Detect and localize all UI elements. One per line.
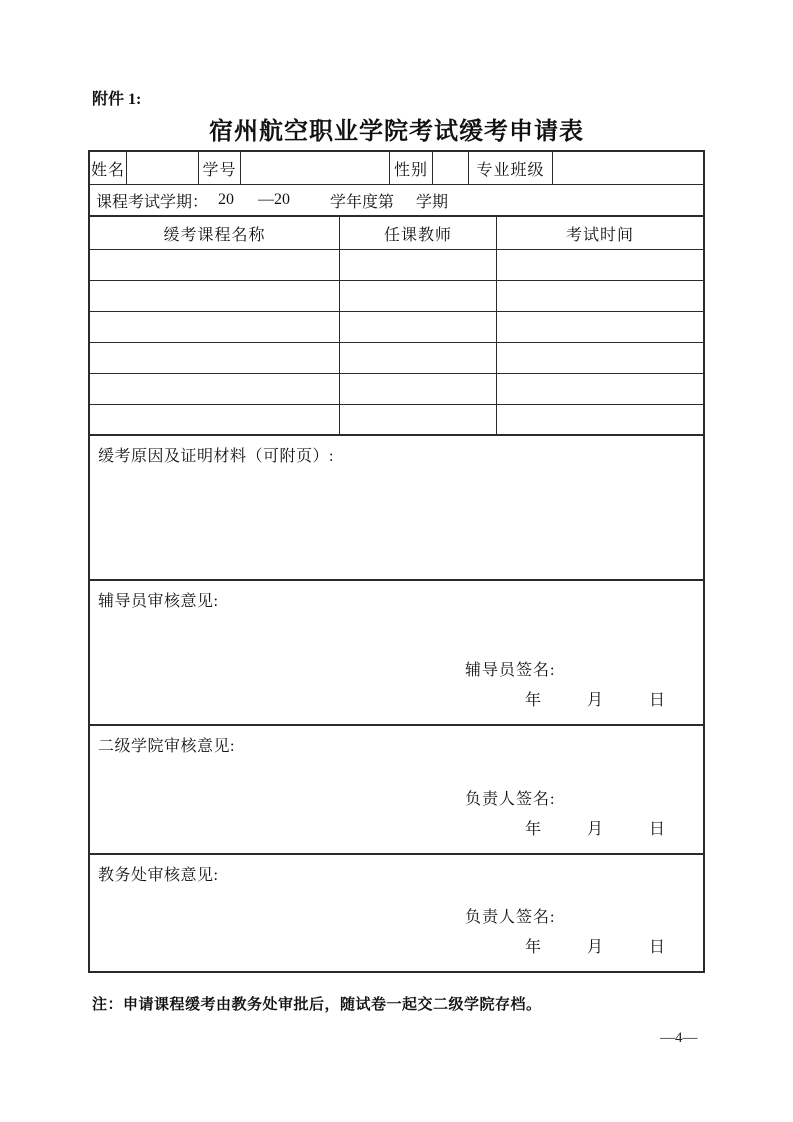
- day-label: 日: [649, 821, 666, 838]
- year-label: 年: [525, 692, 542, 709]
- teacher-cell: [340, 312, 497, 342]
- counselor-signature-label: 辅导员签名:: [465, 662, 556, 679]
- year-label: 年: [525, 939, 542, 956]
- course-name-header: 缓考课程名称: [90, 217, 340, 249]
- academic-affairs-opinion-label: 教务处审核意见:: [98, 867, 219, 884]
- semester-year-from: 20: [218, 191, 235, 208]
- teacher-cell: [340, 250, 497, 280]
- student-id-label: 学号: [199, 152, 241, 184]
- counselor-approval-section: [90, 581, 703, 726]
- reason-label: 缓考原因及证明材料（可附页）:: [98, 448, 334, 465]
- day-label: 日: [649, 939, 666, 956]
- college-opinion-label: 二级学院审核意见:: [98, 738, 235, 755]
- semester-year-to: —20: [258, 191, 291, 208]
- teacher-cell: [340, 374, 497, 404]
- semester-label: 课程考试学期：: [96, 193, 209, 211]
- footnote: 注：申请课程缓考由教务处审批后，随试卷一起交二级学院存档。: [92, 997, 542, 1013]
- academic-affairs-signature-label: 负责人签名:: [465, 909, 556, 926]
- course-name-cell: [90, 343, 340, 373]
- gender-value-cell: [433, 152, 469, 184]
- semester-text: 学期: [416, 193, 449, 211]
- year-label: 年: [525, 821, 542, 838]
- month-label: 月: [587, 821, 604, 838]
- name-label: 姓名: [90, 152, 127, 184]
- course-row: [90, 343, 703, 374]
- name-value-cell: [127, 152, 199, 184]
- teacher-cell: [340, 343, 497, 373]
- college-approval-section: [90, 726, 703, 855]
- page-number: —4—: [660, 1030, 698, 1046]
- reason-section: [90, 436, 703, 581]
- semester-cell: [90, 185, 703, 215]
- page-title: 宿州航空职业学院考试缓考申请表: [209, 119, 584, 145]
- student-info-row: [90, 152, 703, 185]
- course-row: [90, 405, 703, 436]
- deferral-application-form: [88, 150, 705, 973]
- college-signature-label: 负责人签名:: [465, 791, 556, 808]
- attachment-label: 附件 1:: [92, 91, 142, 108]
- course-row: [90, 281, 703, 312]
- course-row: [90, 250, 703, 281]
- day-label: 日: [649, 692, 666, 709]
- course-name-cell: [90, 405, 340, 434]
- exam-time-cell: [497, 343, 703, 373]
- course-name-cell: [90, 312, 340, 342]
- class-value-cell: [553, 152, 703, 184]
- college-date-line: [525, 816, 665, 839]
- course-row: [90, 312, 703, 343]
- counselor-opinion-label: 辅导员审核意见:: [98, 593, 219, 610]
- teacher-header: 任课教师: [340, 217, 497, 249]
- class-label: 专业班级: [469, 152, 553, 184]
- exam-time-cell: [497, 281, 703, 311]
- exam-time-header: 考试时间: [565, 226, 634, 244]
- month-label: 月: [587, 939, 604, 956]
- student-id-value-cell: [241, 152, 390, 184]
- teacher-cell: [340, 405, 497, 434]
- academic-affairs-approval-section: [90, 855, 703, 971]
- month-label: 月: [587, 692, 604, 709]
- course-name-cell: [90, 374, 340, 404]
- exam-time-cell: [497, 250, 703, 280]
- gender-label: 性别: [390, 152, 433, 184]
- course-name-cell: [90, 250, 340, 280]
- teacher-cell: [340, 281, 497, 311]
- course-name-cell: [90, 281, 340, 311]
- academic-affairs-date-line: [525, 934, 665, 957]
- exam-time-cell: [497, 374, 703, 404]
- course-table-header: [90, 217, 703, 250]
- counselor-date-line: [525, 687, 665, 710]
- exam-time-cell: [497, 405, 703, 434]
- course-row: [90, 374, 703, 405]
- exam-time-cell: [497, 312, 703, 342]
- semester-row: [90, 185, 703, 217]
- semester-academic-year-text: 学年度第: [330, 193, 395, 211]
